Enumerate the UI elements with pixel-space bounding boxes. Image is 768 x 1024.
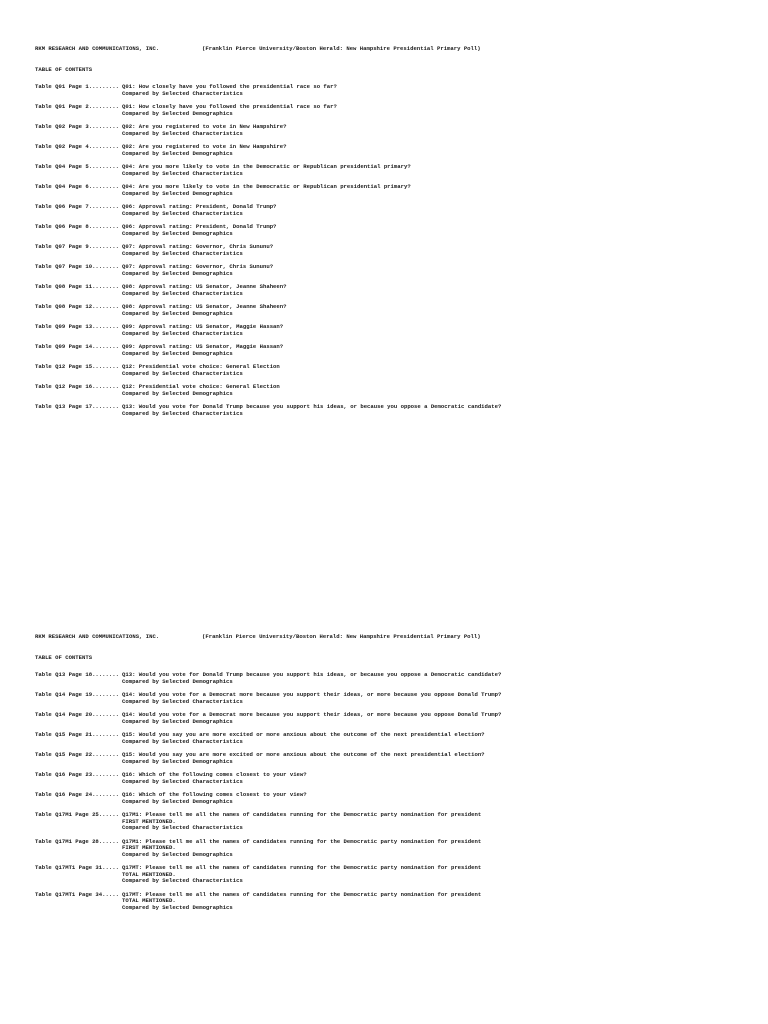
- toc-entry-description: [122, 184, 411, 197]
- toc-entry-ref: Table Q06 Page 7.........: [35, 203, 119, 210]
- toc-entry-subtitle: Compared by Selected Characteristics: [122, 249, 243, 257]
- toc-entry-question: Q04: Are you more likely to vote in the Democratic or Republican presidential primary?: [122, 163, 411, 170]
- toc-entry-subtitle: Compared by Selected Demographics: [122, 189, 233, 197]
- toc-entry-question: Q17M1: Please tell me all the names of candidates running for the Democratic party nomination for president: [122, 837, 482, 845]
- toc-entry-description: [122, 104, 337, 117]
- toc-entry-question: Q14: Would you vote for a Democrat more because you support their ideas, or more because you oppose Donald Trump?: [122, 691, 502, 698]
- toc-entry-subtitle: Compared by Selected Characteristics: [122, 129, 243, 137]
- toc-entry-description: [122, 672, 501, 685]
- toc-entry-description: [122, 264, 273, 277]
- toc-entry-ref: Table Q14 Page 20........: [35, 711, 119, 718]
- toc-entry-description: [122, 164, 411, 177]
- toc-entry-subtitle: TOTAL MENTIONED.: [122, 870, 176, 878]
- toc-entry-ref: Table Q01 Page 1.........: [35, 83, 119, 90]
- toc-title: TABLE OF CONTENTS: [35, 654, 93, 661]
- report-header: [35, 633, 755, 641]
- toc-entry: [35, 184, 755, 197]
- toc-entry-ref: Table Q17MT1 Page 34.....: [35, 890, 119, 898]
- toc-entry-description: [122, 892, 481, 912]
- toc-entry-subtitle: Compared by Selected Characteristics: [122, 289, 243, 297]
- toc-entry: [35, 712, 755, 725]
- toc-entry: [35, 865, 755, 885]
- toc-entry-description: [122, 384, 280, 397]
- toc-entry: [35, 324, 755, 337]
- toc-entry-subtitle: Compared by Selected Characteristics: [122, 209, 243, 217]
- toc-entry-subtitle: Compared by Selected Characteristics: [122, 409, 243, 417]
- toc-entry-ref: Table Q14 Page 19........: [35, 691, 119, 698]
- toc-entry-description: [122, 792, 307, 805]
- toc-entry-question: Q17MT: Please tell me all the names of candidates running for the Democratic party nomination for president: [122, 890, 482, 898]
- toc-entry: [35, 692, 755, 705]
- report-header: [35, 45, 755, 53]
- toc-entry-subtitle: Compared by Selected Demographics: [122, 309, 233, 317]
- toc-entry-question: Q15: Would you say you are more excited or more anxious about the outcome of the next presidential election?: [122, 751, 485, 758]
- toc-entry-ref: Table Q06 Page 8.........: [35, 223, 119, 230]
- toc-entry-subtitle: Compared by Selected Characteristics: [122, 824, 243, 831]
- toc-entry-question: Q12: Presidential vote choice: General Election: [122, 383, 280, 390]
- toc-entry-description: [122, 364, 280, 377]
- toc-entry-ref: Table Q04 Page 6.........: [35, 183, 119, 190]
- toc-entry-subtitle: Compared by Selected Characteristics: [122, 89, 243, 97]
- toc-entry-question: Q04: Are you more likely to vote in the Democratic or Republican presidential primary?: [122, 183, 411, 190]
- toc-entry-question: Q02: Are you registered to vote in New Hampshire?: [122, 143, 287, 150]
- toc-entry-question: Q17M1: Please tell me all the names of candidates running for the Democratic party nomination for president: [122, 811, 482, 818]
- toc-entry-description: [122, 839, 481, 859]
- toc-entry-description: [122, 712, 501, 725]
- toc-entry-ref: Table Q12 Page 15........: [35, 363, 119, 370]
- toc-entry-ref: Table Q17M1 Page 25......: [35, 811, 119, 818]
- toc-entry-subtitle: Compared by Selected Demographics: [122, 349, 233, 357]
- toc-entry: [35, 244, 755, 257]
- toc-entry: [35, 284, 755, 297]
- toc-entry: [35, 344, 755, 357]
- toc-entry-question: Q16: Which of the following comes closest to your view?: [122, 791, 307, 798]
- toc-entry-description: [122, 224, 276, 237]
- toc-entry-question: Q15: Would you say you are more excited or more anxious about the outcome of the next presidential election?: [122, 731, 485, 738]
- toc-entry-subtitle: Compared by Selected Characteristics: [122, 877, 243, 884]
- toc-entry-ref: Table Q01 Page 2.........: [35, 103, 119, 110]
- toc-entry-description: [122, 284, 286, 297]
- toc-list: [35, 672, 755, 911]
- toc-entry: [35, 772, 755, 785]
- toc-entry-description: [122, 204, 276, 217]
- toc-entry: [35, 384, 755, 397]
- toc-entry-subtitle: Compared by Selected Characteristics: [122, 777, 243, 785]
- toc-entry-subtitle: Compared by Selected Demographics: [122, 269, 233, 277]
- toc-entry-question: Q16: Which of the following comes closest to your view?: [122, 771, 307, 778]
- toc-entry-ref: Table Q16 Page 23........: [35, 771, 119, 778]
- toc-entry-subtitle: FIRST MENTIONED.: [122, 817, 176, 825]
- toc-entry-subtitle: Compared by Selected Demographics: [122, 229, 233, 237]
- toc-entry-ref: Table Q16 Page 24........: [35, 791, 119, 798]
- toc-entry-ref: Table Q02 Page 4.........: [35, 143, 119, 150]
- toc-entry: [35, 164, 755, 177]
- toc-entry-ref: Table Q09 Page 14........: [35, 343, 119, 350]
- toc-entry-ref: Table Q17M1 Page 28......: [35, 837, 119, 845]
- toc-entry: [35, 224, 755, 237]
- toc-entry-subtitle: Compared by Selected Demographics: [122, 677, 233, 685]
- toc-entry-subtitle: Compared by Selected Demographics: [122, 757, 233, 765]
- toc-entry-question: Q01: How closely have you followed the presidential race so far?: [122, 103, 337, 110]
- toc-entry-description: [122, 304, 286, 317]
- toc-entry-description: [122, 812, 481, 832]
- toc-list: [35, 84, 755, 417]
- toc-entry-subtitle: Compared by Selected Demographics: [122, 149, 233, 157]
- toc-entry-ref: Table Q12 Page 16........: [35, 383, 119, 390]
- toc-entry-question: Q07: Approval rating: Governor, Chris Sununu?: [122, 243, 274, 250]
- toc-entry-description: [122, 404, 501, 417]
- toc-entry-ref: Table Q08 Page 11........: [35, 283, 119, 290]
- toc-entry: [35, 104, 755, 117]
- toc-entry-subtitle: Compared by Selected Demographics: [122, 850, 233, 858]
- toc-entry: [35, 304, 755, 317]
- toc-entry-ref: Table Q13 Page 17........: [35, 403, 119, 410]
- toc-entry-description: [122, 244, 273, 257]
- study-name: (Franklin Pierce University/Boston Herald: New Hampshire Presidential Primary Poll): [202, 633, 481, 640]
- toc-entry-description: [122, 752, 485, 765]
- toc-entry-subtitle: Compared by Selected Characteristics: [122, 169, 243, 177]
- toc-entry-subtitle: Compared by Selected Characteristics: [122, 329, 243, 337]
- toc-entry-description: [122, 144, 286, 157]
- toc-entry-subtitle: Compared by Selected Demographics: [122, 109, 233, 117]
- firm-name: RKM RESEARCH AND COMMUNICATIONS, INC.: [35, 633, 160, 640]
- study-name: (Franklin Pierce University/Boston Herald: New Hampshire Presidential Primary Poll): [202, 45, 481, 52]
- toc-entry-ref: Table Q04 Page 5.........: [35, 163, 119, 170]
- toc-entry-subtitle: TOTAL MENTIONED.: [122, 897, 176, 904]
- toc-entry-description: [122, 772, 307, 785]
- toc-entry-subtitle: Compared by Selected Demographics: [122, 389, 233, 397]
- toc-entry-ref: Table Q15 Page 21........: [35, 731, 119, 738]
- toc-entry-ref: Table Q17MT1 Page 31.....: [35, 864, 119, 871]
- toc-entry: [35, 364, 755, 377]
- toc-entry-question: Q09: Approval rating: US Senator, Maggie Hassan?: [122, 323, 284, 330]
- toc-entry-ref: Table Q07 Page 10........: [35, 263, 119, 270]
- report-page-1: [35, 45, 755, 424]
- toc-entry-question: Q06: Approval rating: President, Donald Trump?: [122, 203, 277, 210]
- toc-entry-description: [122, 692, 501, 705]
- firm-name: RKM RESEARCH AND COMMUNICATIONS, INC.: [35, 45, 160, 52]
- toc-entry: [35, 812, 755, 832]
- toc-entry-question: Q14: Would you vote for a Democrat more because you support their ideas, or more because you oppose Donald Trump?: [122, 711, 502, 718]
- toc-entry-ref: Table Q15 Page 22........: [35, 751, 119, 758]
- toc-entry: [35, 84, 755, 97]
- toc-entry-question: Q07: Approval rating: Governor, Chris Sununu?: [122, 263, 274, 270]
- toc-entry: [35, 404, 755, 417]
- toc-entry-description: [122, 324, 283, 337]
- toc-entry-question: Q08: Approval rating: US Senator, Jeanne Shaheen?: [122, 283, 287, 290]
- toc-entry-ref: Table Q13 Page 18........: [35, 671, 119, 678]
- toc-entry-subtitle: Compared by Selected Demographics: [122, 717, 233, 725]
- toc-entry-question: Q09: Approval rating: US Senator, Maggie Hassan?: [122, 343, 284, 350]
- toc-entry-description: [122, 84, 337, 97]
- toc-entry: [35, 204, 755, 217]
- toc-entry: [35, 839, 755, 859]
- toc-entry-ref: Table Q08 Page 12........: [35, 303, 119, 310]
- toc-entry-ref: Table Q09 Page 13........: [35, 323, 119, 330]
- toc-entry-description: [122, 732, 485, 745]
- toc-entry: [35, 144, 755, 157]
- toc-entry: [35, 124, 755, 137]
- toc-entry-question: Q02: Are you registered to vote in New Hampshire?: [122, 123, 287, 130]
- toc-entry-subtitle: FIRST MENTIONED.: [122, 844, 176, 851]
- toc-entry-ref: Table Q07 Page 9.........: [35, 243, 119, 250]
- toc-entry: [35, 672, 755, 685]
- toc-entry-subtitle: Compared by Selected Characteristics: [122, 737, 243, 745]
- toc-entry-question: Q13: Would you vote for Donald Trump because you support his ideas, or because you oppose a Democratic candidate?: [122, 403, 502, 410]
- toc-entry: [35, 732, 755, 745]
- toc-entry-description: [122, 344, 283, 357]
- toc-entry-subtitle: Compared by Selected Demographics: [122, 797, 233, 805]
- toc-entry-question: Q17MT: Please tell me all the names of candidates running for the Democratic party nomination for president: [122, 864, 482, 871]
- toc-entry: [35, 752, 755, 765]
- toc-entry-question: Q13: Would you vote for Donald Trump because you support his ideas, or because you oppose a Democratic candidate?: [122, 671, 502, 678]
- toc-entry-description: [122, 865, 481, 885]
- toc-entry-question: Q12: Presidential vote choice: General Election: [122, 363, 280, 370]
- toc-entry-subtitle: Compared by Selected Characteristics: [122, 369, 243, 377]
- toc-entry: [35, 892, 755, 912]
- toc-entry: [35, 792, 755, 805]
- toc-entry-question: Q08: Approval rating: US Senator, Jeanne Shaheen?: [122, 303, 287, 310]
- toc-entry-subtitle: Compared by Selected Characteristics: [122, 697, 243, 705]
- toc-title: TABLE OF CONTENTS: [35, 66, 93, 73]
- toc-entry-subtitle: Compared by Selected Demographics: [122, 903, 233, 911]
- toc-entry: [35, 264, 755, 277]
- toc-entry-description: [122, 124, 286, 137]
- toc-entry-ref: Table Q02 Page 3.........: [35, 123, 119, 130]
- toc-entry-question: Q06: Approval rating: President, Donald Trump?: [122, 223, 277, 230]
- toc-entry-question: Q01: How closely have you followed the presidential race so far?: [122, 83, 337, 90]
- report-page-2: [35, 633, 755, 918]
